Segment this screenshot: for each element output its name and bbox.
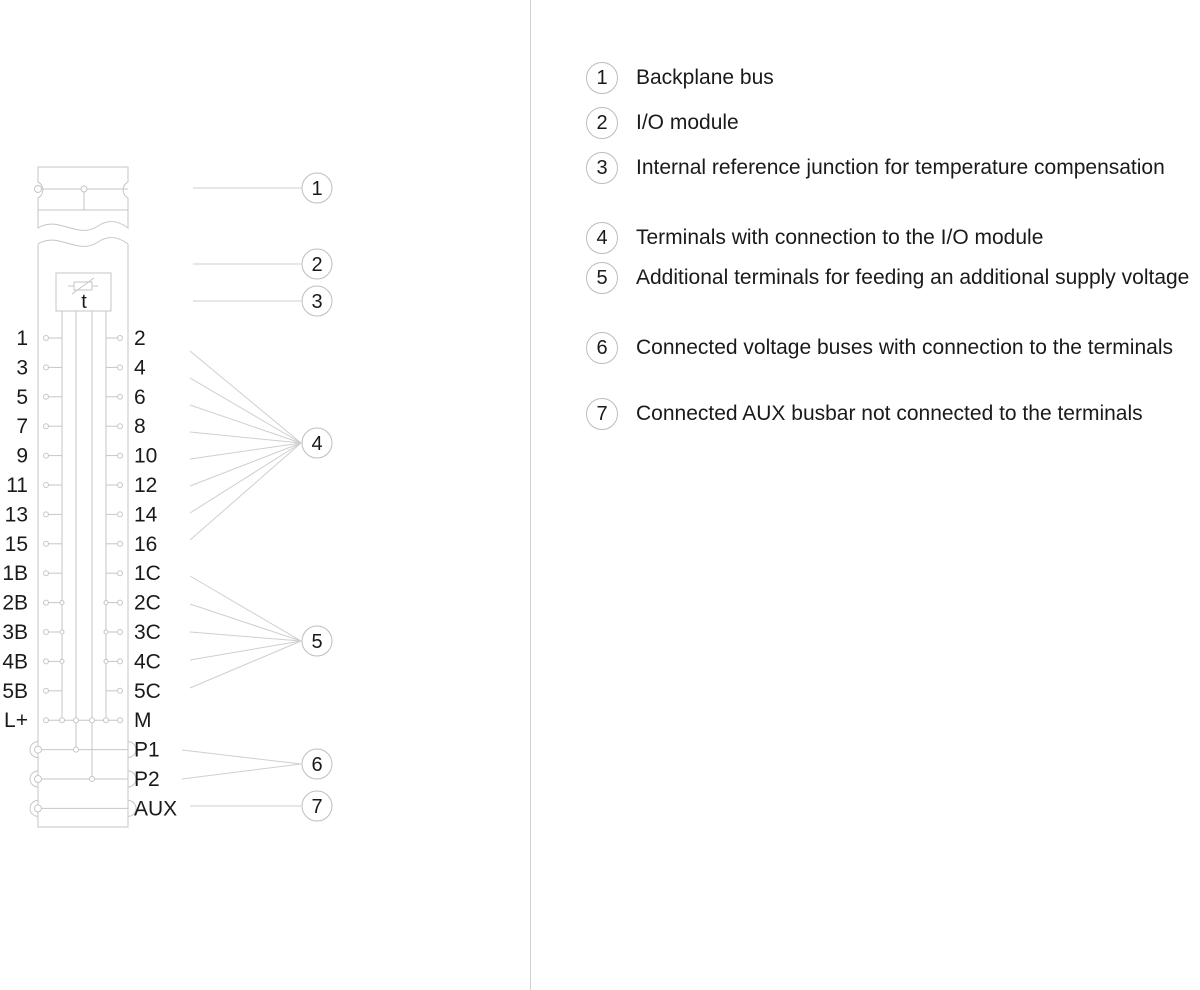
divider	[530, 0, 531, 990]
legend-number: 3	[586, 152, 618, 184]
terminal-label-left: 1	[16, 327, 28, 350]
terminal-label-left: 5B	[2, 679, 28, 703]
terminal-label-left: 13	[4, 503, 28, 527]
callout-5	[302, 626, 332, 656]
callout-7	[302, 791, 332, 821]
svg-text:3: 3	[311, 291, 323, 313]
callout-4	[302, 428, 332, 458]
legend-item-2	[586, 107, 1196, 139]
terminal-label-right: P1	[134, 738, 160, 762]
terminal-label-right: 12	[134, 474, 158, 497]
terminal-label-left: L+	[4, 709, 28, 733]
terminal-label-left: 3B	[2, 621, 28, 644]
legend-text: Backplane bus	[636, 66, 774, 89]
terminal-label-right: 3C	[134, 621, 161, 644]
terminal-label-right: 16	[134, 532, 158, 556]
svg-text:2: 2	[311, 254, 323, 276]
terminal-label-left: 4B	[2, 650, 28, 674]
callout-6	[302, 749, 332, 779]
legend-number: 5	[586, 262, 618, 294]
legend-item-4	[586, 222, 1196, 254]
terminal-label-right: 8	[134, 415, 146, 439]
legend-item-5	[586, 262, 1196, 294]
svg-text:4: 4	[311, 433, 323, 455]
callout-1	[302, 173, 332, 203]
svg-text:1: 1	[311, 178, 323, 200]
legend-item-3	[586, 152, 1196, 184]
legend-number: 7	[586, 398, 618, 430]
module-body	[35, 167, 129, 827]
terminal-label-left: 5	[16, 385, 28, 409]
legend-text: Additional terminals for feeding an additional supply voltage	[636, 266, 1190, 289]
legend-text: Internal reference junction for temperature compensation	[636, 156, 1165, 179]
legend-text: Terminals with connection to the I/O module	[636, 226, 1044, 249]
terminal-label-right: 4C	[134, 650, 161, 674]
terminal-label-right: M	[134, 709, 152, 733]
terminal-label-right: 1C	[134, 562, 161, 586]
legend-text: I/O module	[636, 111, 739, 134]
terminal-diagram	[0, 0, 530, 990]
thermistor-label: t	[81, 291, 87, 313]
terminal-label-left: 15	[4, 532, 28, 556]
legend-number: 4	[586, 222, 618, 254]
terminal-label-left: 1B	[2, 562, 28, 586]
svg-text:6: 6	[311, 754, 323, 776]
legend-number: 1	[586, 62, 618, 94]
terminal-label-left: 11	[6, 474, 28, 497]
terminal-label-right: 2C	[134, 591, 161, 615]
legend-item-1	[586, 62, 1196, 94]
terminal-label-right: 5C	[134, 679, 161, 703]
callout-2	[302, 249, 332, 279]
terminal-label-right: 6	[134, 385, 146, 409]
terminal-label-right: 2	[134, 327, 146, 350]
terminal-label-right: 10	[134, 444, 158, 468]
svg-text:7: 7	[311, 796, 323, 818]
legend-text: Connected voltage buses with connection to the terminals	[636, 336, 1173, 359]
terminal-label-left: 7	[16, 415, 28, 439]
terminal-label-right: 14	[134, 503, 158, 527]
legend-item-7	[586, 398, 1196, 430]
legend-item-6	[586, 332, 1196, 364]
legend-text: Connected AUX busbar not connected to the terminals	[636, 402, 1143, 425]
callout-3	[302, 286, 332, 316]
terminal-label-left: 9	[16, 444, 28, 468]
svg-text:5: 5	[311, 631, 323, 653]
terminal-label-right: 4	[134, 356, 146, 380]
legend-number: 2	[586, 107, 618, 139]
terminal-label-right: AUX	[134, 797, 178, 821]
legend-number: 6	[586, 332, 618, 364]
terminal-label-left: 3	[16, 356, 28, 380]
terminal-label-right: P2	[134, 768, 160, 791]
terminal-label-left: 2B	[2, 591, 28, 615]
